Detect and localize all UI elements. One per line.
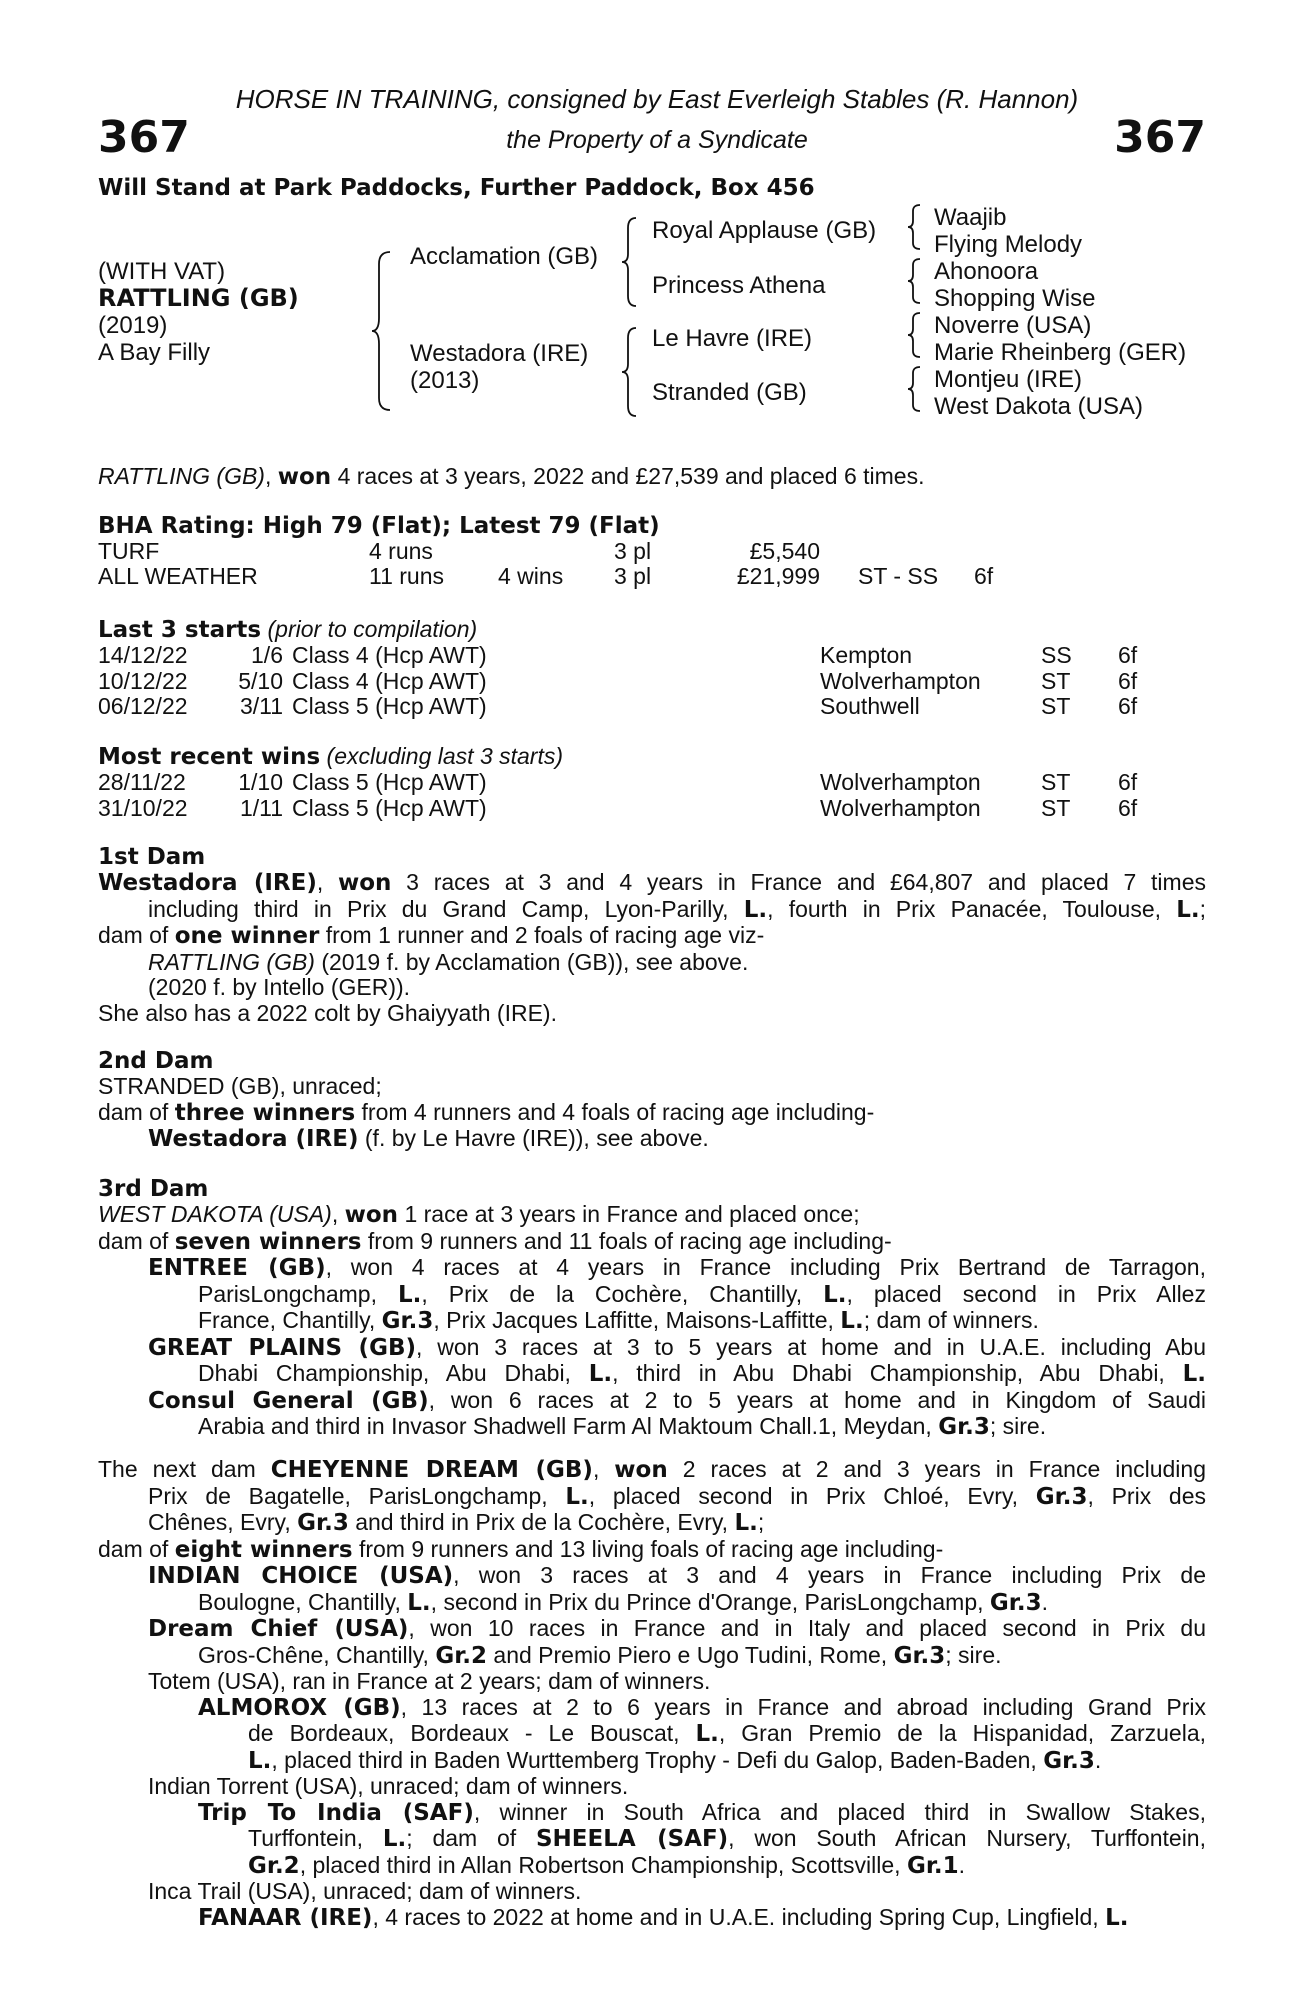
last3-title: Last 3 starts — [98, 617, 262, 643]
property-line: the Property of a Syndicate — [506, 126, 808, 154]
text: , won South African Nursery, Turffontein, — [728, 1825, 1206, 1851]
recent-note: (excluding last 3 starts) — [320, 743, 564, 769]
last3-note: (prior to compilation) — [261, 616, 478, 642]
text-line — [98, 950, 1206, 976]
rating-placed: 3 pl — [614, 538, 652, 564]
text-line — [98, 1510, 1206, 1537]
text: dam of — [98, 1535, 175, 1562]
dam3-title: 3rd Dam — [98, 1176, 209, 1202]
text: , Prix des — [1087, 1482, 1206, 1509]
sire-dam: Princess Athena — [652, 272, 826, 299]
summary-horse-name: RATTLING (GB) — [98, 463, 265, 489]
race-date: 14/12/22 — [98, 642, 188, 668]
text: Indian Torrent (USA), unraced; dam of winners. — [148, 1773, 629, 1799]
lot-number-left: 367 — [98, 112, 190, 163]
dam2-title: 2nd Dam — [98, 1048, 214, 1074]
text-line — [98, 1563, 1206, 1590]
bold-text: L. — [565, 1483, 589, 1510]
race-surface: ST — [1041, 769, 1071, 795]
text: , won 4 races at 4 years in France including Prix Bertrand de Tarragon, — [325, 1254, 1206, 1280]
text: , winner in South Africa and placed third in Swallow Stakes, — [473, 1798, 1206, 1825]
text-line — [98, 1616, 1206, 1643]
race-date: 06/12/22 — [98, 693, 188, 719]
bold-text: L. — [382, 1826, 407, 1852]
text: (2020 f. by Intello (GER)). — [148, 974, 411, 1000]
text: including third in Prix du Grand Camp, Lyon-Parilly, — [148, 895, 744, 922]
summary-text: 4 races at 3 years, 2022 and £27,539 and placed 6 times. — [331, 463, 925, 489]
text: , 4 races to 2022 at home and in U.A.E. including Spring Cup, Lingfield, — [372, 1903, 1106, 1930]
text: de Bordeaux, Bordeaux - Le Bouscat, — [248, 1720, 696, 1746]
text: The next dam — [98, 1456, 271, 1482]
bold-text: Gr.3 — [1035, 1483, 1088, 1510]
recent-title: Most recent wins — [98, 744, 321, 770]
bold-text: Westadora (IRE) — [148, 1126, 359, 1152]
text-line — [98, 1853, 1206, 1880]
bold-text: SHEELA (SAF) — [535, 1826, 729, 1852]
rating-runs: 4 runs — [369, 538, 433, 564]
grandparent-6: Marie Rheinberg (GER) — [934, 339, 1187, 366]
bold-text: won — [614, 1457, 668, 1483]
text: from 9 runners and 11 foals of racing age including- — [361, 1227, 892, 1254]
text: (f. by Le Havre (IRE)), see above. — [358, 1125, 709, 1151]
text-line — [98, 1335, 1206, 1362]
text: , third in Abu Dhabi Championship, Abu Dhabi, — [612, 1360, 1183, 1386]
bold-text: L. — [407, 1589, 431, 1616]
bold-text: one winner — [174, 923, 320, 949]
text: Inca Trail (USA), unraced; dam of winners. — [148, 1878, 582, 1904]
text: Dhabi Championship, Abu Dhabi, — [198, 1360, 589, 1386]
race-course: Wolverhampton — [820, 769, 981, 795]
grandparent-4: Shopping Wise — [934, 285, 1096, 312]
dam2-body — [98, 1074, 1206, 1153]
text: , Prix de la Cochère, Chantilly, — [421, 1280, 824, 1307]
italic-text: WEST DAKOTA (USA) — [98, 1201, 332, 1227]
dam1-body — [98, 870, 1206, 1026]
bold-text: Gr.3 — [893, 1642, 946, 1669]
text: ; dam of — [406, 1825, 536, 1851]
race-surface: ST — [1041, 794, 1071, 821]
rating-surface: ALL WEATHER — [98, 563, 258, 589]
next-dam-body — [98, 1457, 1206, 1931]
text: ; dam of winners. — [863, 1307, 1039, 1333]
race-class: Class 4 (Hcp AWT) — [292, 667, 487, 694]
text: STRANDED (GB), unraced; — [98, 1073, 382, 1099]
race-course: Wolverhampton — [820, 667, 981, 694]
text-line — [98, 1879, 1206, 1905]
race-course: Wolverhampton — [820, 794, 981, 821]
text: , won 10 races in France and in Italy and placed second in Prix du — [408, 1615, 1206, 1641]
text: , placed third in Baden Wurttemberg Trophy - Defi du Galop, Baden-Baden, — [271, 1746, 1044, 1773]
consignment-line: HORSE IN TRAINING, consigned by East Everleigh Stables (R. Hannon) — [235, 84, 1079, 114]
text: , Prix Jacques Laffitte, Maisons-Laffitte, — [433, 1307, 841, 1333]
text: 1 race at 3 years in France and placed once; — [398, 1201, 860, 1227]
race-position: 1/6 — [251, 642, 283, 668]
text-line — [98, 1457, 1206, 1484]
grandparent-8: West Dakota (USA) — [934, 393, 1143, 420]
italic-text: RATTLING (GB) — [148, 948, 315, 975]
text: Prix de Bagatelle, ParisLongchamp, — [148, 1482, 566, 1509]
text-line — [98, 897, 1206, 924]
text: ; — [1199, 895, 1206, 922]
text-line — [98, 1001, 1206, 1027]
text-line — [98, 1537, 1206, 1564]
text-line — [98, 1484, 1206, 1511]
race-distance: 6f — [1118, 642, 1138, 668]
text: Arabia and third in Invasor Shadwell Farm Al Maktoum Chall.1, Meydan, — [198, 1413, 939, 1439]
dam1-title: 1st Dam — [98, 844, 206, 870]
dam-year: (2013) — [410, 367, 480, 394]
text: and third in Prix de la Cochère, Evry, — [348, 1509, 735, 1535]
bold-text: L. — [734, 1510, 758, 1536]
text: , 13 races at 2 to 6 years in France and abroad including Grand Prix — [400, 1693, 1206, 1720]
bold-text: L. — [1176, 896, 1200, 923]
text: and Premio Piero e Ugo Tudini, Rome, — [487, 1641, 894, 1668]
bold-text: Gr.2 — [435, 1642, 488, 1669]
text-line — [98, 1905, 1206, 1932]
text: 2 races at 2 and 3 years in France including — [667, 1456, 1206, 1482]
location-line: Will Stand at Park Paddocks, Further Paddock, Box 456 — [98, 175, 815, 201]
rating-runs: 11 runs — [369, 563, 445, 589]
text-line — [98, 1695, 1206, 1722]
text: from 4 runners and 4 foals of racing age including- — [355, 1098, 875, 1125]
text-line — [98, 1282, 1206, 1309]
bold-text: Dream Chief (USA) — [148, 1616, 409, 1642]
race-surface: ST — [1041, 667, 1071, 694]
text-line — [98, 1643, 1206, 1670]
race-course: Southwell — [820, 693, 920, 719]
text-line — [98, 1229, 1206, 1256]
race-distance: 6f — [1118, 769, 1138, 795]
text-line — [98, 870, 1206, 897]
dam3-body — [98, 1202, 1206, 1441]
text: dam of — [98, 1098, 175, 1125]
text-line — [98, 1074, 1206, 1100]
race-class: Class 5 (Hcp AWT) — [292, 693, 487, 719]
text: Totem (USA), ran in France at 2 years; dam of winners. — [148, 1668, 711, 1694]
summary-won: won — [277, 464, 332, 490]
dam-sire: Le Havre (IRE) — [652, 325, 813, 352]
bold-text: three winners — [174, 1099, 356, 1126]
text-line — [98, 1774, 1206, 1800]
dam-name: Westadora (IRE) — [410, 340, 589, 367]
rating-title: BHA Rating: High 79 (Flat); Latest 79 (Flat) — [98, 513, 660, 539]
text: . — [958, 1851, 966, 1878]
text: ; — [757, 1509, 765, 1535]
text: (2019 f. by Acclamation (GB)), see above. — [314, 948, 749, 975]
rating-prize: £5,540 — [749, 538, 820, 564]
bold-text: eight winners — [174, 1536, 353, 1563]
race-surface: ST — [1041, 693, 1071, 719]
bold-text: L. — [248, 1747, 272, 1774]
text-line — [98, 1255, 1206, 1282]
text: , won 3 races at 3 and 4 years in France including Prix de — [453, 1562, 1206, 1588]
text-line — [98, 1388, 1206, 1415]
race-position: 1/10 — [238, 769, 283, 795]
race-date: 28/11/22 — [98, 769, 186, 795]
bold-text: Gr.1 — [906, 1852, 959, 1879]
bold-text: CHEYENNE DREAM (GB) — [270, 1457, 593, 1483]
grandparent-3: Ahonoora — [934, 258, 1039, 285]
brace-g1 — [906, 203, 922, 251]
text-line — [98, 1669, 1206, 1695]
text-line — [98, 1308, 1206, 1335]
text: from 9 runners and 13 living foals of racing age including- — [352, 1535, 944, 1562]
bold-text: ENTREE (GB) — [148, 1255, 326, 1281]
rating-surface: TURF — [98, 538, 160, 564]
text: from 1 runner and 2 foals of racing age viz- — [319, 922, 765, 948]
race-distance: 6f — [1118, 667, 1138, 694]
text: , won 6 races at 2 to 5 years at home and in Kingdom of Saudi — [428, 1386, 1206, 1413]
text: Gros-Chêne, Chantilly, — [198, 1641, 436, 1668]
text: , won 3 races at 3 to 5 years at home and in U.A.E. including Abu — [416, 1333, 1206, 1360]
vat-note: (WITH VAT) — [98, 258, 226, 285]
text: ; sire. — [945, 1641, 1002, 1668]
text-line — [98, 1590, 1206, 1617]
text-line — [98, 1800, 1206, 1827]
race-surface: SS — [1041, 642, 1072, 668]
horse-description: A Bay Filly — [98, 339, 211, 366]
bold-text: L. — [823, 1281, 847, 1308]
text-line — [98, 1202, 1206, 1229]
bold-text: L. — [743, 896, 768, 923]
bold-text: Consul General (GB) — [148, 1387, 429, 1414]
bold-text: seven winners — [174, 1228, 362, 1255]
text: , fourth in Prix Panacée, Toulouse, — [767, 895, 1177, 922]
text: . — [1094, 1746, 1102, 1773]
rating-distance: 6f — [974, 563, 994, 589]
text: Turffontein, — [248, 1825, 383, 1851]
bold-text: ALMOROX (GB) — [198, 1694, 401, 1721]
text: , second in Prix du Prince d'Orange, ParisLongchamp, — [430, 1588, 990, 1615]
race-class: Class 4 (Hcp AWT) — [292, 642, 487, 668]
bold-text: L. — [1182, 1361, 1206, 1387]
bold-text: FANAAR (IRE) — [198, 1904, 373, 1931]
text-line — [98, 1361, 1206, 1388]
brace-g4 — [906, 365, 922, 413]
brace-dam — [620, 326, 638, 418]
bold-text: GREAT PLAINS (GB) — [148, 1334, 416, 1361]
text-line — [98, 1721, 1206, 1748]
text: , placed second in Prix Chloé, Evry, — [588, 1482, 1036, 1509]
brace-g2 — [906, 257, 922, 305]
text: , Gran Premio de la Hispanidad, Zarzuela, — [718, 1720, 1207, 1746]
race-course: Kempton — [820, 642, 913, 668]
race-summary: RATTLING (GB), won 4 races at 3 years, 2022 and £27,539 and placed 6 times. — [98, 463, 925, 490]
bold-text: L. — [1105, 1904, 1129, 1931]
brace-g3 — [906, 311, 922, 359]
text: 3 races at 3 and 4 years in France and £64,807 and placed 7 times — [391, 869, 1206, 895]
bold-text: Gr.3 — [381, 1308, 434, 1334]
text: She also has a 2022 colt by Ghaiyyath (IRE). — [98, 999, 557, 1026]
race-distance: 6f — [1118, 794, 1138, 821]
text-line — [98, 1826, 1206, 1853]
bold-text: Trip To India (SAF) — [198, 1799, 474, 1826]
recent-heading — [98, 743, 563, 770]
bold-text: Gr.3 — [938, 1414, 990, 1440]
text: dam of — [98, 922, 175, 948]
text: , — [331, 1201, 345, 1227]
text: , placed third in Allan Robertson Championship, Scottsville, — [299, 1851, 907, 1878]
brace-sire — [620, 216, 638, 308]
text: Chênes, Evry, — [148, 1509, 298, 1535]
text: Boulogne, Chantilly, — [198, 1588, 408, 1615]
race-class: Class 5 (Hcp AWT) — [292, 769, 487, 795]
bold-text: Gr.3 — [989, 1589, 1042, 1616]
text-line — [98, 923, 1206, 950]
race-position: 5/10 — [238, 667, 283, 694]
text: , — [592, 1456, 615, 1482]
horse-year: (2019) — [98, 312, 168, 339]
text-line — [98, 1414, 1206, 1441]
horse-name: RATTLING (GB) — [98, 284, 299, 312]
grandparent-1: Waajib — [934, 204, 1007, 231]
text: France, Chantilly, — [198, 1307, 382, 1333]
rating-going: ST - SS — [858, 563, 939, 589]
text-line — [98, 975, 1206, 1001]
grandparent-2: Flying Melody — [934, 231, 1083, 258]
bold-text: won — [344, 1202, 399, 1228]
bold-text: L. — [840, 1308, 864, 1334]
text: ParisLongchamp, — [198, 1280, 398, 1307]
brace-main — [370, 250, 394, 412]
rating-prize: £21,999 — [736, 563, 820, 589]
lot-number-right: 367 — [1114, 112, 1206, 163]
last3-heading — [98, 616, 477, 643]
bold-text: INDIAN CHOICE (USA) — [148, 1563, 454, 1589]
text: . — [1041, 1588, 1048, 1615]
sire-name: Acclamation (GB) — [410, 243, 599, 270]
text: dam of — [98, 1227, 175, 1254]
race-date: 10/12/22 — [98, 667, 188, 694]
race-class: Class 5 (Hcp AWT) — [292, 794, 487, 821]
rating-placed: 3 pl — [614, 563, 652, 589]
grandparent-7: Montjeu (IRE) — [934, 366, 1083, 393]
bold-text: Gr.3 — [1043, 1747, 1095, 1774]
text-line — [98, 1126, 1206, 1153]
bold-text: Gr.3 — [297, 1510, 349, 1536]
text: , placed second in Prix Allez — [846, 1280, 1206, 1307]
bold-text: Westadora (IRE) — [98, 870, 317, 896]
grandparent-5: Noverre (USA) — [934, 312, 1092, 339]
race-position: 1/11 — [239, 794, 283, 821]
text: , — [316, 869, 338, 895]
bold-text: won — [338, 870, 392, 896]
dam-dam: Stranded (GB) — [652, 379, 807, 406]
sire-sire: Royal Applause (GB) — [652, 217, 877, 244]
text-line — [98, 1100, 1206, 1127]
bold-text: L. — [588, 1361, 613, 1387]
text: ; sire. — [989, 1413, 1047, 1439]
rating-wins: 4 wins — [498, 563, 564, 589]
text-line — [98, 1748, 1206, 1775]
bold-text: Gr.2 — [248, 1852, 300, 1879]
race-position: 3/11 — [239, 693, 283, 719]
race-distance: 6f — [1118, 693, 1138, 719]
bold-text: L. — [398, 1281, 422, 1308]
race-date: 31/10/22 — [98, 794, 188, 821]
bold-text: L. — [695, 1721, 719, 1747]
